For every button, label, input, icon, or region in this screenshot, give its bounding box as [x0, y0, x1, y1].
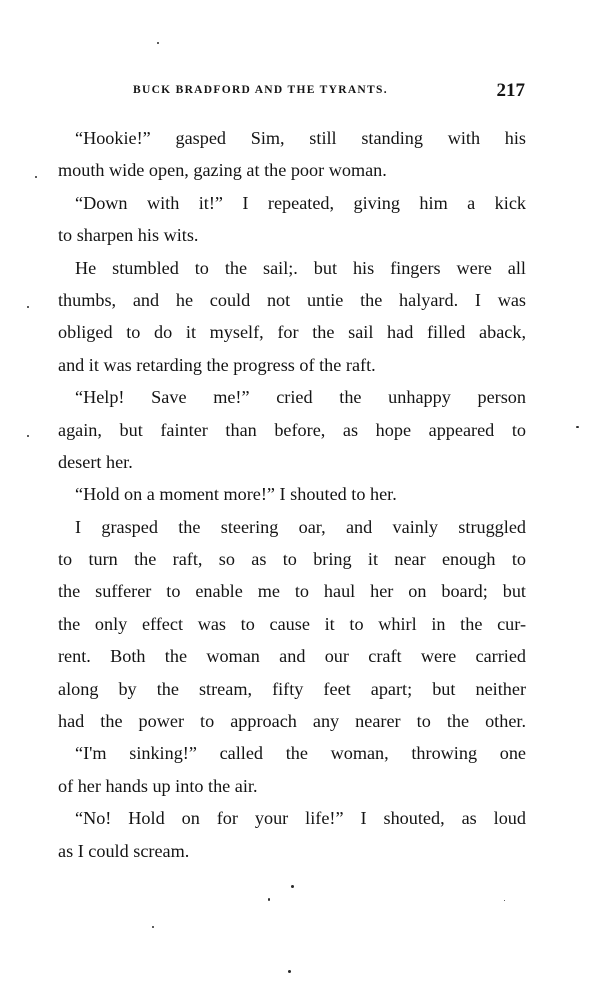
scan-speck	[288, 970, 291, 973]
text-line: rent. Both the woman and our craft were carried	[58, 646, 526, 667]
text-line: along by the stream, fifty feet apart; but neither	[58, 678, 526, 699]
page-number: 217	[496, 80, 525, 101]
text-line: again, but fainter than before, as hope appeared to	[58, 419, 526, 440]
scan-speck	[35, 176, 37, 178]
scan-speck	[504, 900, 505, 901]
text-line: “No! Hold on for your life!” I shouted, as loud	[75, 808, 526, 829]
text-line: He stumbled to the sail;. but his fingers were all	[75, 257, 526, 278]
text-line: obliged to do it myself, for the sail had filled aback,	[58, 322, 526, 343]
running-head	[133, 80, 525, 104]
text-line: to sharpen his wits.	[58, 225, 199, 246]
text-line: to turn the raft, so as to bring it near enough to	[58, 549, 526, 570]
text-line: “Down with it!” I repeated, giving him a kick	[75, 192, 526, 213]
text-line: “I'm sinking!” called the woman, throwing one	[75, 743, 526, 764]
text-line: of her hands up into the air.	[58, 775, 258, 796]
scan-speck	[291, 885, 294, 888]
text-line: and it was retarding the progress of the raft.	[58, 354, 376, 375]
text-line: had the power to approach any nearer to the other.	[58, 711, 526, 732]
scan-speck	[27, 435, 29, 437]
scan-speck	[152, 926, 154, 928]
text-line: the sufferer to enable me to haul her on board; but	[58, 581, 526, 602]
text-line: I grasped the steering oar, and vainly struggled	[75, 516, 526, 537]
text-line: as I could scream.	[58, 840, 190, 861]
text-line: “Hookie!” gasped Sim, still standing with his	[75, 128, 526, 148]
scan-speck	[157, 42, 159, 44]
text-line: desert her.	[58, 451, 133, 472]
text-line: “Hold on a moment more!” I shouted to her.	[75, 484, 397, 505]
body-text	[58, 122, 526, 867]
text-line: the only effect was to cause it to whirl in the cur-	[58, 613, 526, 634]
text-line: “Help! Save me!” cried the unhappy person	[75, 387, 526, 408]
text-line: mouth wide open, gazing at the poor woman.	[58, 160, 387, 181]
scan-speck	[27, 306, 29, 308]
scan-speck	[576, 426, 579, 428]
scan-speck	[268, 898, 270, 901]
text-line: thumbs, and he could not untie the halyard. I was	[58, 289, 526, 310]
running-title: BUCK BRADFORD AND THE TYRANTS.	[133, 84, 388, 96]
